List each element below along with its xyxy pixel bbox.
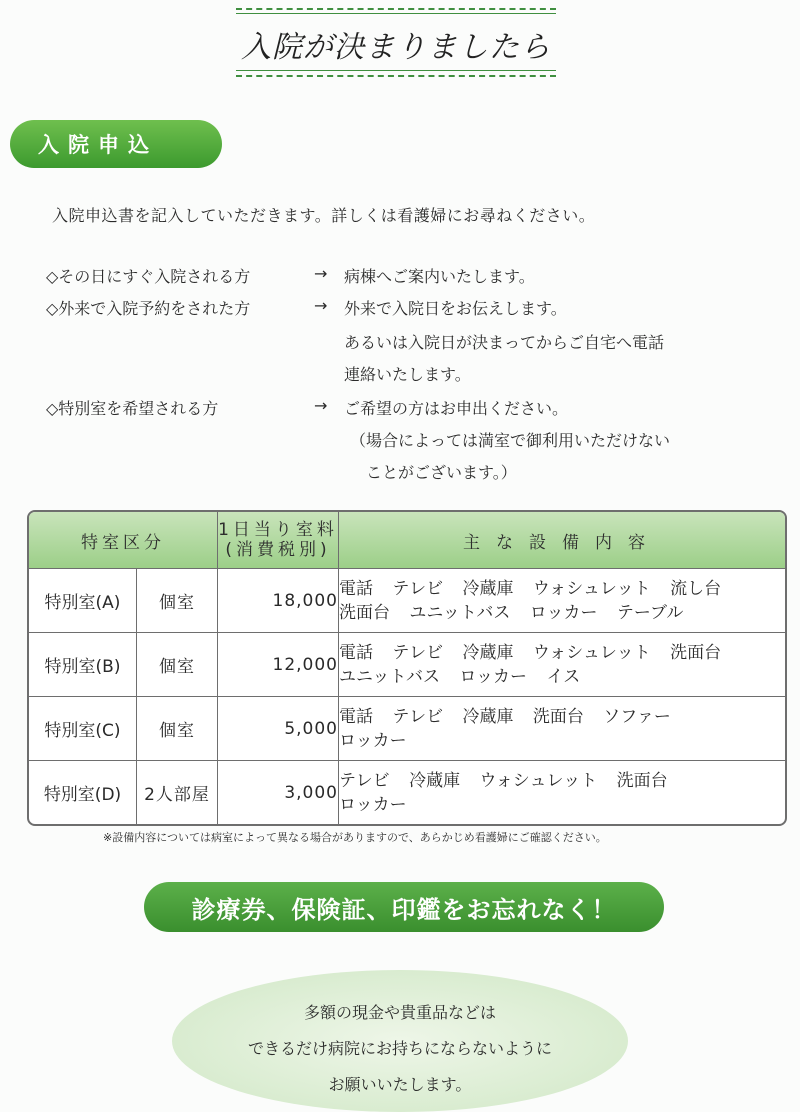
intro-text: 入院申込書を記入していただきます。詳しくは看護婦にお尋ねください。 [52,206,596,225]
case-desc-continued: ことがございます。） [366,463,517,482]
room-type: 特別室(D) [29,761,137,824]
equipment-line: 電話 テレビ 冷蔵庫 洗面台 ソファー [339,706,671,727]
equipment-line: 電話 テレビ 冷蔵庫 ウォシュレット 洗面台 [339,642,722,663]
header-daily-rate-line2: (消費税別) [225,540,331,560]
title-rule-bottom [236,70,556,71]
room-equipment [339,761,785,824]
room-type: 特別室(A) [29,569,137,633]
arrow-icon: → [314,396,328,415]
equipment-note: ※設備内容については病室によって異なる場合がありますので、あらかじめ看護婦にご確認ください。 [103,831,607,844]
room-kind: 個室 [137,697,218,761]
table-row [29,569,785,633]
room-price: 12,000 [218,633,339,697]
case-desc: 病棟へご案内いたします。 [344,267,535,286]
room-kind: 2人部屋 [137,761,218,824]
room-equipment [339,569,785,633]
case-desc: ご希望の方はお申出ください。 [344,399,569,418]
room-kind: 個室 [137,633,218,697]
room-price: 5,000 [218,697,339,761]
case-desc-continued: 連絡いたします。 [344,365,471,384]
header-daily-rate-line1: 1日当り室料 [218,520,338,540]
table-row [29,761,785,824]
room-equipment [339,633,785,697]
closing-line: できるだけ病院にお持ちにならないように [247,1039,552,1058]
room-equipment [339,697,785,761]
case-label: ◇外来で入院予約をされた方 [46,299,251,318]
equipment-line: 洗面台 ユニットバス ロッカー テーブル [339,602,684,623]
equipment-line: テレビ 冷蔵庫 ウォシュレット 洗面台 [339,770,668,791]
case-desc: 外来で入院日をお伝えします。 [344,299,567,318]
room-price: 18,000 [218,569,339,633]
equipment-line: ロッカー [339,730,407,751]
case-label: ◇特別室を希望される方 [46,399,219,418]
equipment-line: 電話 テレビ 冷蔵庫 ウォシュレット 流し台 [339,578,722,599]
header-equipment: 主な設備内容 [339,512,785,569]
room-price: 3,000 [218,761,339,824]
reminder-banner: 診療券、保険証、印鑑をお忘れなく！ [144,882,664,932]
closing-line: お願いいたします。 [328,1075,472,1094]
title-block [236,6,556,78]
title-rule-top [236,13,556,14]
case-desc-continued: あるいは入院日が決まってからご自宅へ電話 [344,333,665,352]
equipment-line: ロッカー [339,794,407,815]
header-room-type: 特室区分 [29,512,218,569]
title-rule-bottom-dashed [236,75,556,77]
case-label: ◇その日にすぐ入院される方 [46,267,251,286]
section-heading-admission-application: 入院申込 [10,120,222,168]
room-type: 特別室(B) [29,633,137,697]
case-desc-continued: （場合によっては満室で御利用いただけない [350,431,671,450]
special-room-table [27,510,787,826]
title-rule-top-dashed [236,8,556,10]
room-type: 特別室(C) [29,697,137,761]
arrow-icon: → [314,264,328,283]
page-title: 入院が決まりましたら [241,30,551,65]
table-row [29,697,785,761]
room-kind: 個室 [137,569,218,633]
closing-line: 多額の現金や貴重品などは [303,1003,496,1022]
header-daily-rate [218,512,339,569]
table-header-row [29,512,785,569]
table-row [29,633,785,697]
arrow-icon: → [314,296,328,315]
equipment-line: ユニットバス ロッカー イス [339,666,581,687]
